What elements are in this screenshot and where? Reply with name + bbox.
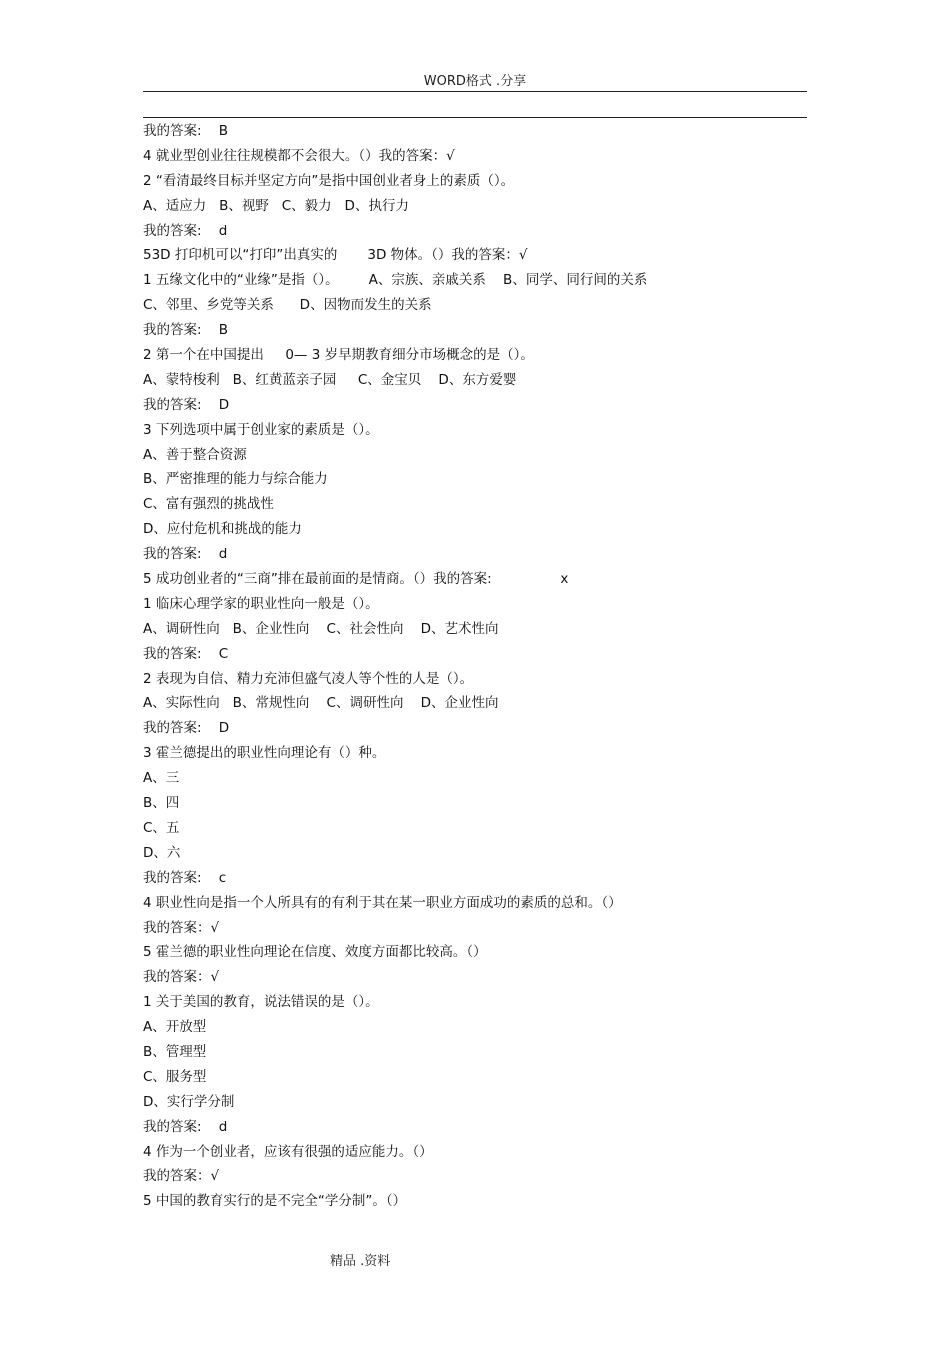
text-line: A、三	[143, 770, 180, 787]
text-line: 我的答案: D	[143, 720, 230, 737]
text-line: 4 职业性向是指一个人所具有的有利于其在某一职业方面成功的素质的总和。（）	[143, 894, 622, 911]
text-line: 1 临床心理学家的职业性向一般是（）。	[143, 595, 379, 612]
text-line: 我的答案: d	[143, 1118, 228, 1135]
text-line: 我的答案: D	[143, 396, 230, 413]
text-line: C、富有强烈的挑战性	[143, 496, 274, 513]
text-line: A、蒙特梭利 B、红黄蓝亲子园 C、金宝贝 D、东方爱婴	[143, 371, 517, 388]
text-line: D、应付危机和挑战的能力	[143, 521, 302, 538]
text-line: 5 成功创业者的“三商”排在最前面的是情商。（）我的答案: x	[143, 571, 569, 588]
page-header: WORD格式 .分享	[423, 74, 527, 89]
text-line: 1 关于美国的教育，说法错误的是（）。	[143, 994, 379, 1011]
text-line: 我的答案: d	[143, 222, 228, 239]
text-line: A、调研性向 B、企业性向 C、社会性向 D、艺术性向	[143, 620, 499, 637]
header-rule-top	[143, 91, 807, 92]
text-line: 4 作为一个创业者，应该有很强的适应能力。（）	[143, 1143, 433, 1160]
text-line: D、实行学分制	[143, 1093, 235, 1110]
text-line: 2 “看清最终目标并坚定方向”是指中国创业者身上的素质（）。	[143, 172, 515, 189]
text-line: 2 第一个在中国提出 0— 3 岁早期教育细分市场概念的是（）。	[143, 347, 534, 364]
header-rule-bottom	[143, 117, 807, 118]
text-line: 我的答案: c	[143, 869, 227, 886]
text-line: 我的答案：√	[143, 969, 220, 986]
text-line: 5 中国的教育实行的是不完全“学分制”。（）	[143, 1193, 407, 1210]
text-line: 我的答案: B	[143, 322, 228, 339]
text-line: 我的答案: B	[143, 123, 228, 139]
text-line: C、服务型	[143, 1068, 207, 1085]
text-line: B、管理型	[143, 1043, 207, 1060]
text-line: A、适应力 B、视野 C、毅力 D、执行力	[143, 197, 409, 214]
text-line: A、实际性向 B、常规性向 C、调研性向 D、企业性向	[143, 695, 499, 712]
page-footer: 精品 .资料	[330, 1254, 391, 1269]
text-line: 我的答案: d	[143, 546, 228, 563]
text-line: C、邻里、乡党等关系 D、因物而发生的关系	[143, 297, 432, 314]
text-line: 5 霍兰德的职业性向理论在信度、效度方面都比较高。（）	[143, 944, 487, 961]
text-line: 我的答案：√	[143, 1168, 220, 1185]
text-line: 3 下列选项中属于创业家的素质是（）。	[143, 421, 379, 438]
text-line: B、严密推理的能力与综合能力	[143, 471, 328, 488]
text-line: 4 就业型创业往往规模都不会很大。（）我的答案：√	[143, 147, 455, 164]
document-body	[143, 119, 823, 1214]
text-line: 我的答案: C	[143, 645, 229, 662]
text-line: 1 五缘文化中的“业缘”是指（）。 A、宗族、亲戚关系 B、同学、同行间的关系	[143, 272, 648, 289]
text-line: A、善于整合资源	[143, 446, 247, 463]
text-line: C、五	[143, 819, 180, 836]
text-line: B、四	[143, 795, 180, 812]
text-line: A、开放型	[143, 1019, 207, 1036]
text-line: D、六	[143, 844, 181, 861]
text-line: 53D 打印机可以“打印”出真实的 3D 物体。（）我的答案：√	[143, 247, 528, 264]
text-line: 我的答案：√	[143, 919, 220, 936]
text-line: 3 霍兰德提出的职业性向理论有（）种。	[143, 745, 386, 762]
text-line: 2 表现为自信、精力充沛但盛气凌人等个性的人是（）。	[143, 670, 474, 687]
